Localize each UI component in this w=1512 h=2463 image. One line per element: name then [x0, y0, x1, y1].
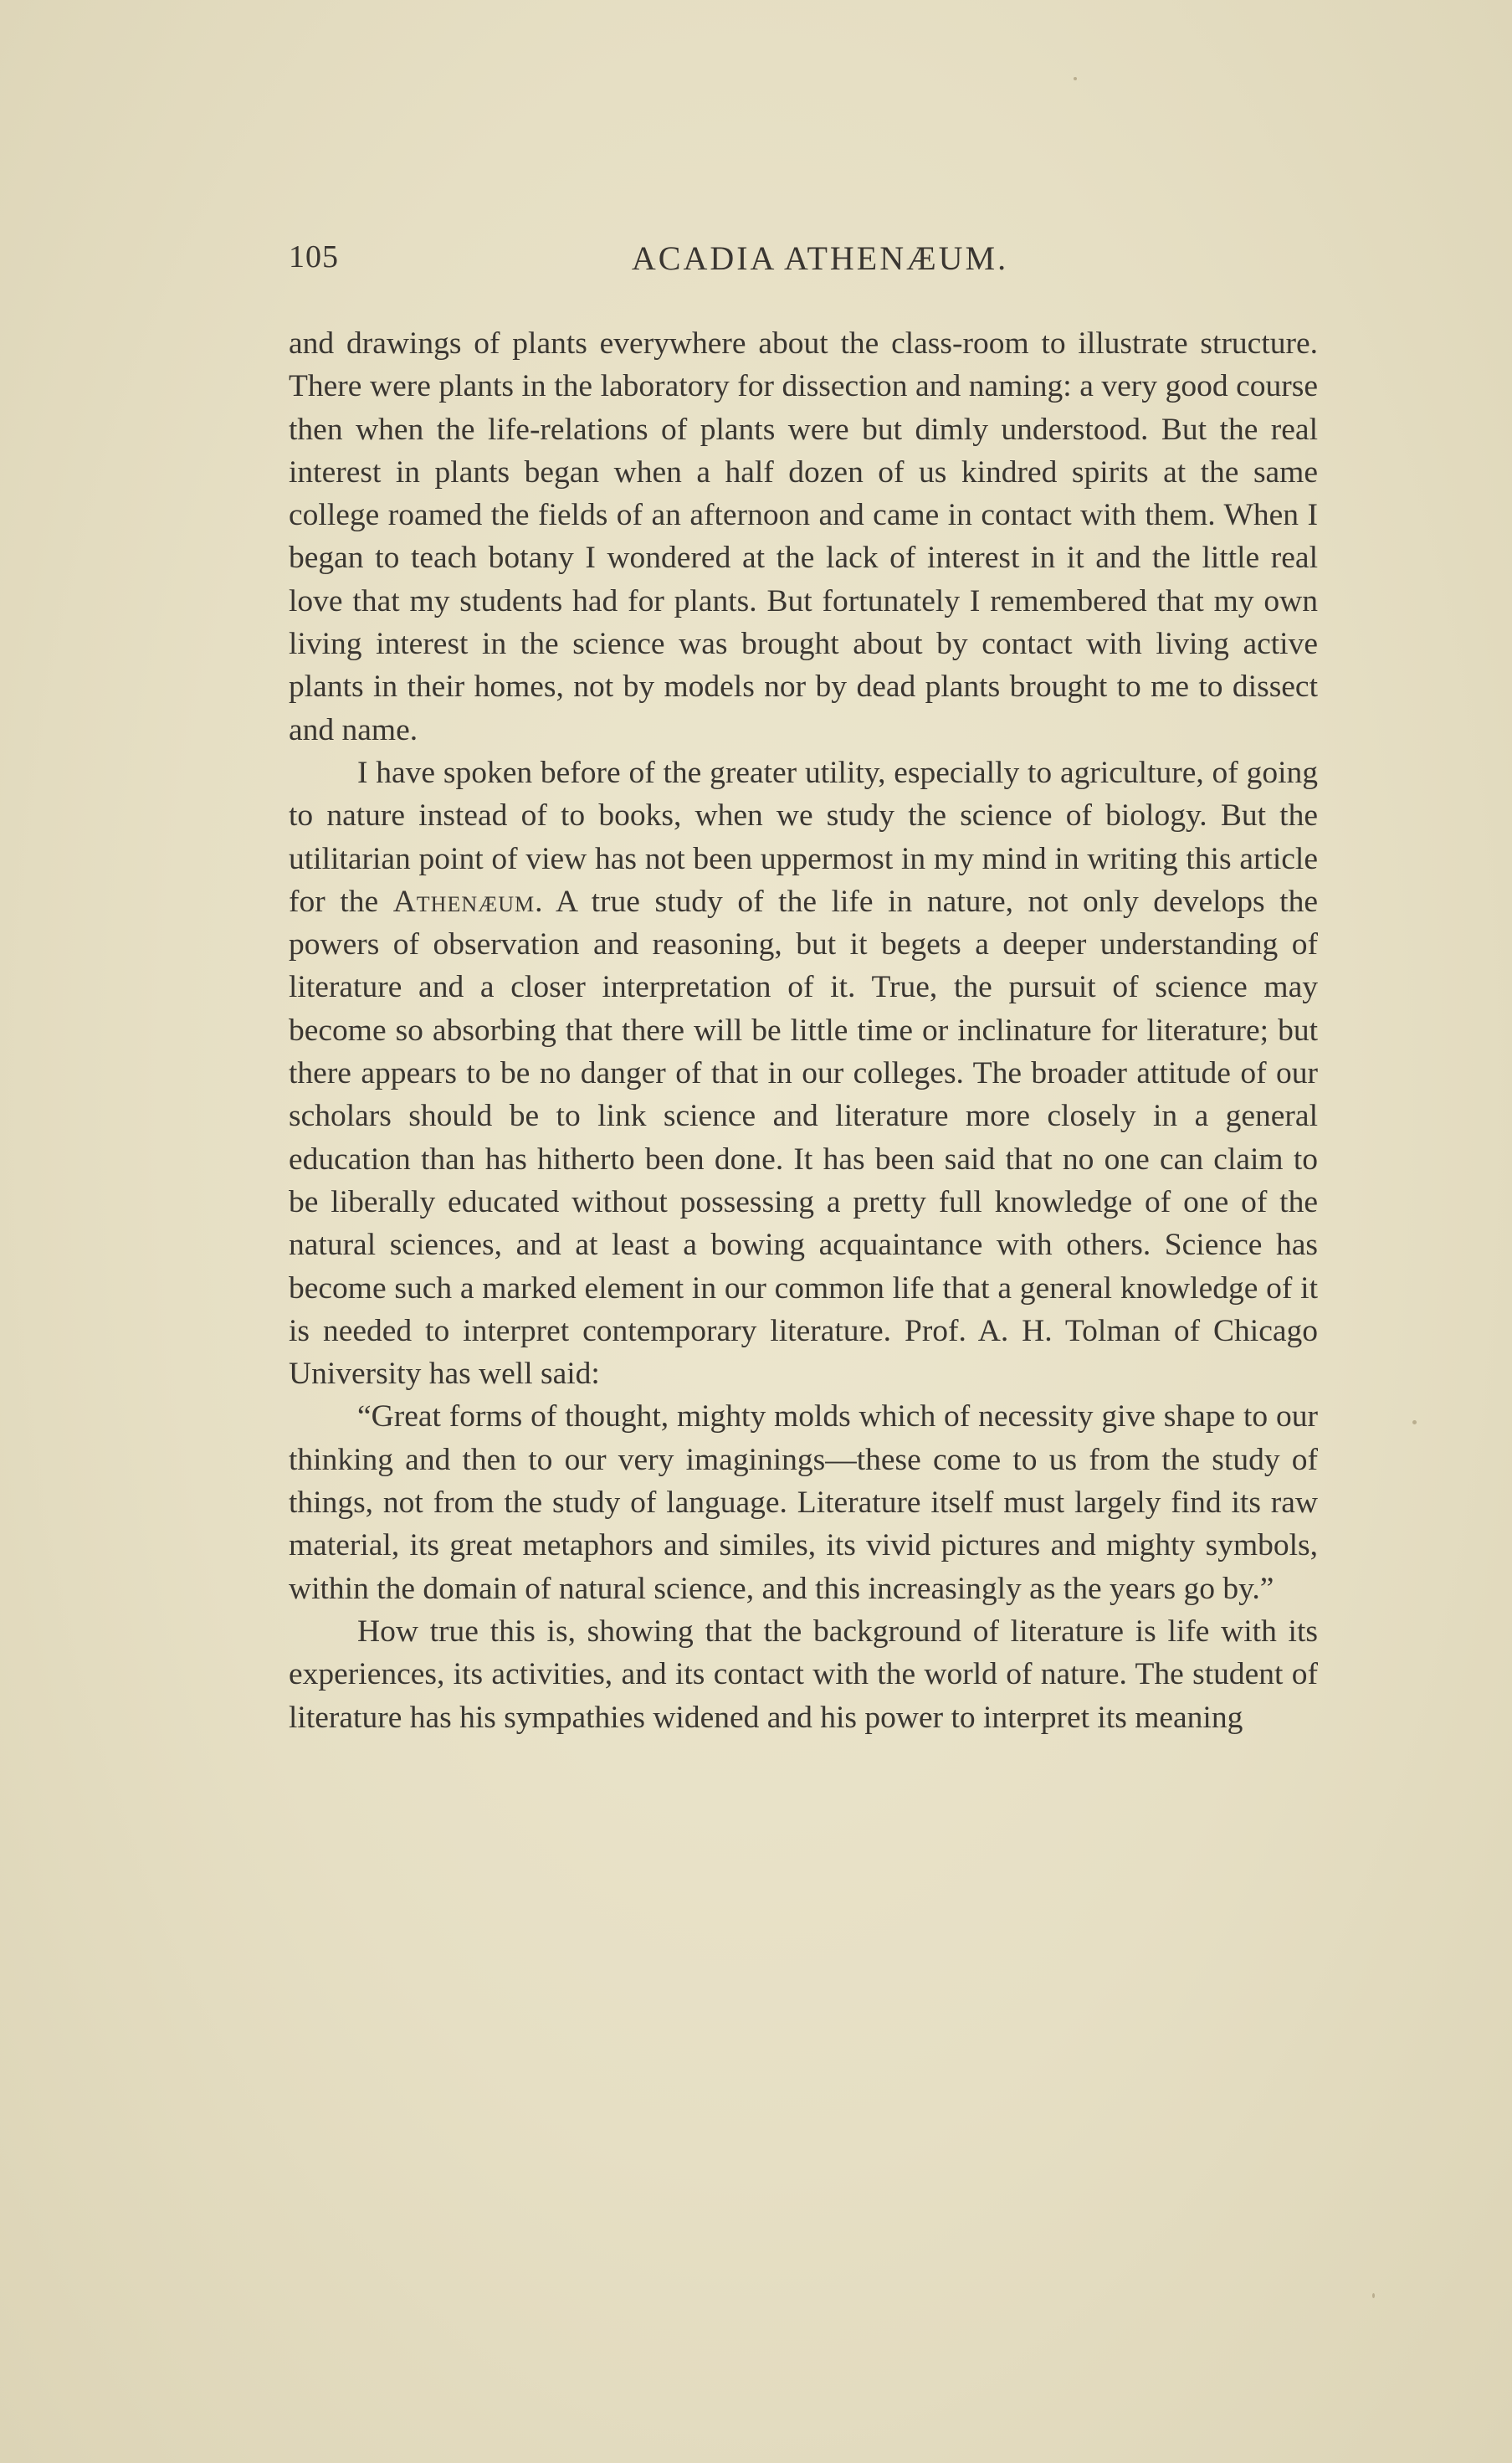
paragraph-3: How true this is, showing that the background of literature is life with its experiences, its activities, and its contact with the world of nature. The student of literature has his sympathies widened and his power to interpret its meaning	[289, 1614, 1318, 1735]
paper-speck	[1074, 77, 1077, 80]
journal-name: Athenæum	[392, 884, 536, 919]
running-title: ACADIA ATHENÆUM.	[631, 239, 1009, 277]
page-header	[289, 239, 1318, 297]
paragraph-2-text-start: I have spoken before of the greater utility, especially to agriculture, of going to nature instead of to books, when we study the science of biology. But the utilitarian point of view has not been uppermost in my mind in writing this article for the	[289, 755, 1318, 919]
paragraph-1: and drawings of plants everywhere about the class-room to illustrate structure. There were plants in the laboratory for dissection and naming: a very good course then when the life-relations of plants were but dimly understood. But the real interest in plants began when a half dozen of us kindred spirits at the same college roamed the fields of an afternoon and came in contact with them. When I began to teach botany I wondered at the lack of interest in it and the little real love that my students had for plants. But fortunately I remembered that my own living interest in the science was brought about by contact with living active plants in their homes, not by models nor by dead plants brought to me to dissect and name.	[289, 326, 1318, 747]
paper-speck	[1372, 2293, 1375, 2298]
paragraph-2-text-end: . A true study of the life in nature, not only develops the powers of observation and reasoning, but it begets a deeper understanding of literature and a closer interpretation of it. True, the pursuit of science may become so absorbing that there will be little time or inclinature for literature; but there appears to be no danger of that in our colleges. The broader attitude of our scholars should be to link science and literature more closely in a general education than has hitherto been done. It has been said that no one can claim to be liberally educated without possessing a pretty full knowledge of one of the natural sciences, and at least a bowing acquaintance with others. Science has become such a marked element in our common life that a general knowledge of it is needed to interpret contemporary literature. Prof. A. H. Tolman of Chicago University has well said:	[289, 884, 1318, 1392]
article-body	[289, 322, 1318, 1739]
paragraph-2	[289, 752, 1318, 1395]
paper-speck	[1412, 1420, 1417, 1424]
page-number: 105	[289, 239, 339, 275]
block-quotation: “Great forms of thought, mighty molds which of necessity give shape to our thinking and then to our very imaginings—these come to us from the study of things, not from the study of language. Literature itself must largely find its raw material, its great metaphors and similes, its vivid pictures and mighty symbols, within the domain of natural science, and this increasingly as the years go by.”	[289, 1399, 1318, 1606]
